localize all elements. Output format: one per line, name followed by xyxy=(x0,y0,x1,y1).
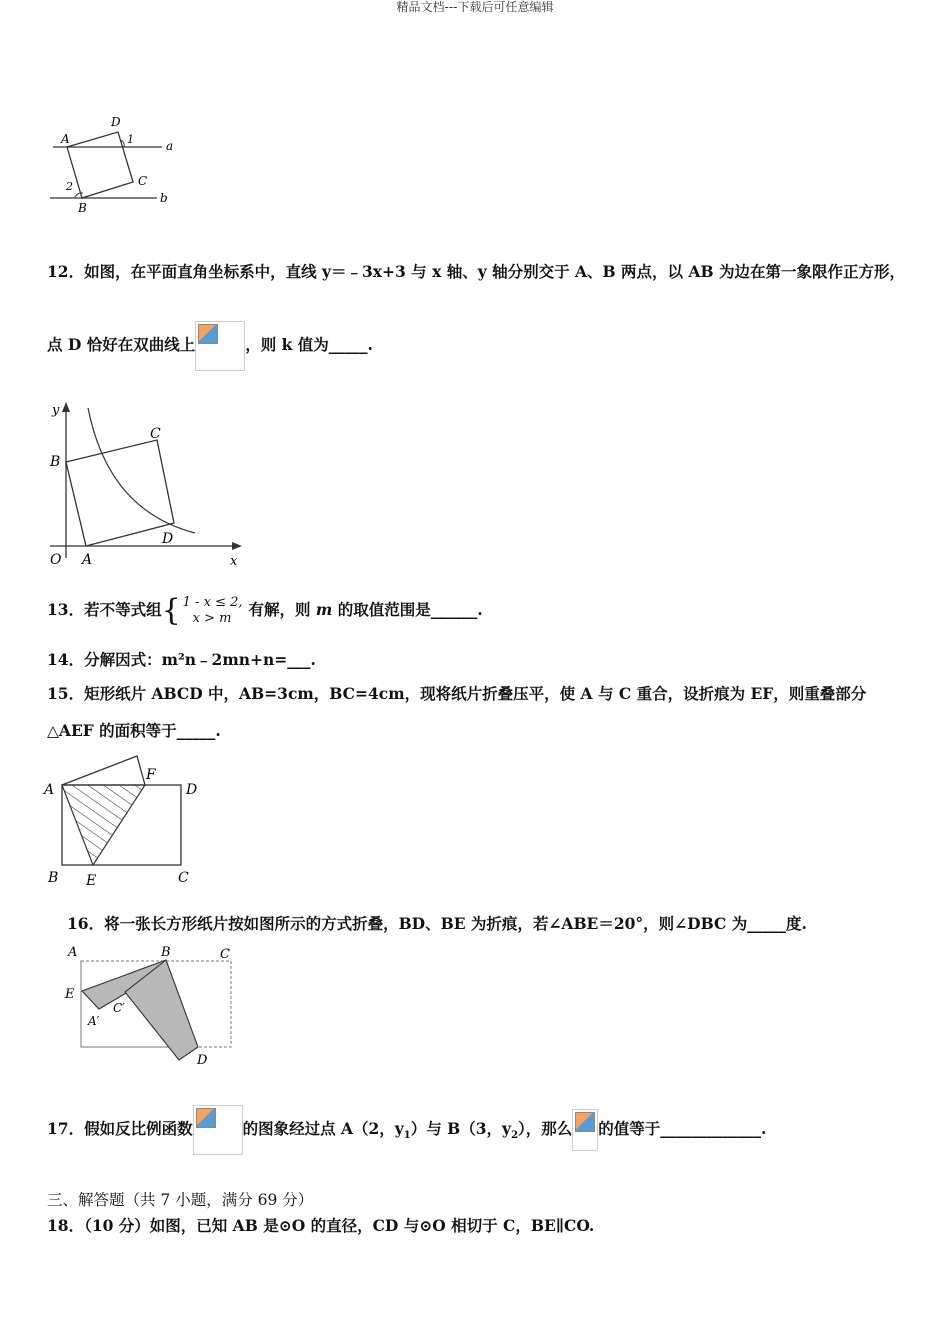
brace: { xyxy=(161,593,181,628)
inequality-1: 1 - x ≤ 2, xyxy=(182,595,243,610)
label-O: O xyxy=(50,552,62,568)
label-C-prime: C′ xyxy=(113,1001,125,1015)
q17-e: 的值等于_____________. xyxy=(598,1119,767,1138)
q12-line2a: 点 D 恰好在双曲线上 xyxy=(47,335,196,354)
axis-x-label: x xyxy=(230,554,238,569)
q18-line: 18．（10 分）如图，已知 AB 是⊙O 的直径，CD 与⊙O 相切于 C，BE∥CO. xyxy=(47,1216,595,1235)
inequality-2: x > m xyxy=(192,611,232,626)
figure-q15 xyxy=(40,752,210,892)
label-A: A xyxy=(82,552,93,568)
label-2: 2 xyxy=(66,180,73,193)
figure-q16 xyxy=(60,942,238,1067)
label-B: B xyxy=(161,945,171,960)
figure-q12 xyxy=(40,398,250,573)
q15-line2: △AEF 的面积等于_____. xyxy=(47,721,221,740)
label-C: C xyxy=(178,870,189,886)
label-D: D xyxy=(111,115,121,129)
image-icon xyxy=(575,1112,595,1132)
q17-a: 17．假如反比例函数 xyxy=(47,1119,193,1138)
page-header: 精品文档---下载后可任意编辑 xyxy=(396,0,554,14)
q13-post1: 有解，则 xyxy=(248,600,316,619)
label-F: F xyxy=(146,767,156,783)
label-E: E xyxy=(86,873,97,889)
q16-line: 16．将一张长方形纸片按如图所示的方式折叠，BD、BE 为折痕，若∠ABE＝20°，则∠DBC 为_____度. xyxy=(67,914,807,933)
section-heading: 三、解答题（共 7 小题，满分 69 分） xyxy=(47,1191,314,1209)
axis-y-label: y xyxy=(52,403,60,418)
label-1: 1 xyxy=(127,133,134,146)
label-C: C xyxy=(150,426,161,442)
label-D: D xyxy=(162,531,174,547)
q17-sub1: 1 xyxy=(403,1130,411,1142)
formula-image-placeholder xyxy=(195,321,245,371)
q13-post2: 的取值范围是______. xyxy=(332,600,483,619)
q17-b: 的图象经过点 A（2，y xyxy=(242,1119,404,1138)
inequality-system xyxy=(183,595,243,627)
q15-line1: 15．矩形纸片 ABCD 中，AB=3cm，BC=4cm，现将纸片折叠压平，使 A 与 C 重合，设折痕为 EF，则重叠部分 xyxy=(47,684,867,703)
q14-line: 14．分解因式：m²n﹣2mn+n=___. xyxy=(47,650,316,669)
figure-q11 xyxy=(45,110,185,220)
label-A: A xyxy=(68,945,78,960)
q17-sub2: 2 xyxy=(511,1130,519,1142)
formula-image-placeholder xyxy=(193,1105,243,1155)
label-A: A xyxy=(61,132,70,146)
q17-line xyxy=(47,1104,766,1161)
label-D: D xyxy=(197,1053,208,1067)
formula-image-placeholder xyxy=(572,1109,598,1151)
image-icon xyxy=(196,1108,216,1128)
label-b: b xyxy=(160,191,168,205)
q17-d: ），那么 xyxy=(518,1119,573,1138)
q13-pre: 13．若不等式组 xyxy=(47,600,162,619)
label-C: C xyxy=(138,174,148,188)
q13-var-m: m xyxy=(315,600,333,619)
label-C: C xyxy=(220,947,230,962)
label-B: B xyxy=(78,201,87,215)
q12-line2b: ，则 k 值为_____. xyxy=(245,335,373,354)
label-D: D xyxy=(186,782,198,798)
q12-line2 xyxy=(47,320,373,371)
label-B: B xyxy=(48,870,59,886)
q12-line1: 12．如图，在平面直角坐标系中，直线 y＝﹣3x+3 与 x 轴、y 轴分别交于 A、B 两点，以 AB 为边在第一象限作正方形， xyxy=(47,262,905,281)
label-E: E xyxy=(65,987,75,1002)
label-a: a xyxy=(166,139,174,153)
label-A-prime: A′ xyxy=(88,1014,100,1028)
image-icon xyxy=(198,324,218,344)
q13-line xyxy=(47,592,483,628)
label-B: B xyxy=(50,454,61,470)
q17-c: ）与 B（3，y xyxy=(410,1119,512,1138)
label-A: A xyxy=(44,782,55,798)
